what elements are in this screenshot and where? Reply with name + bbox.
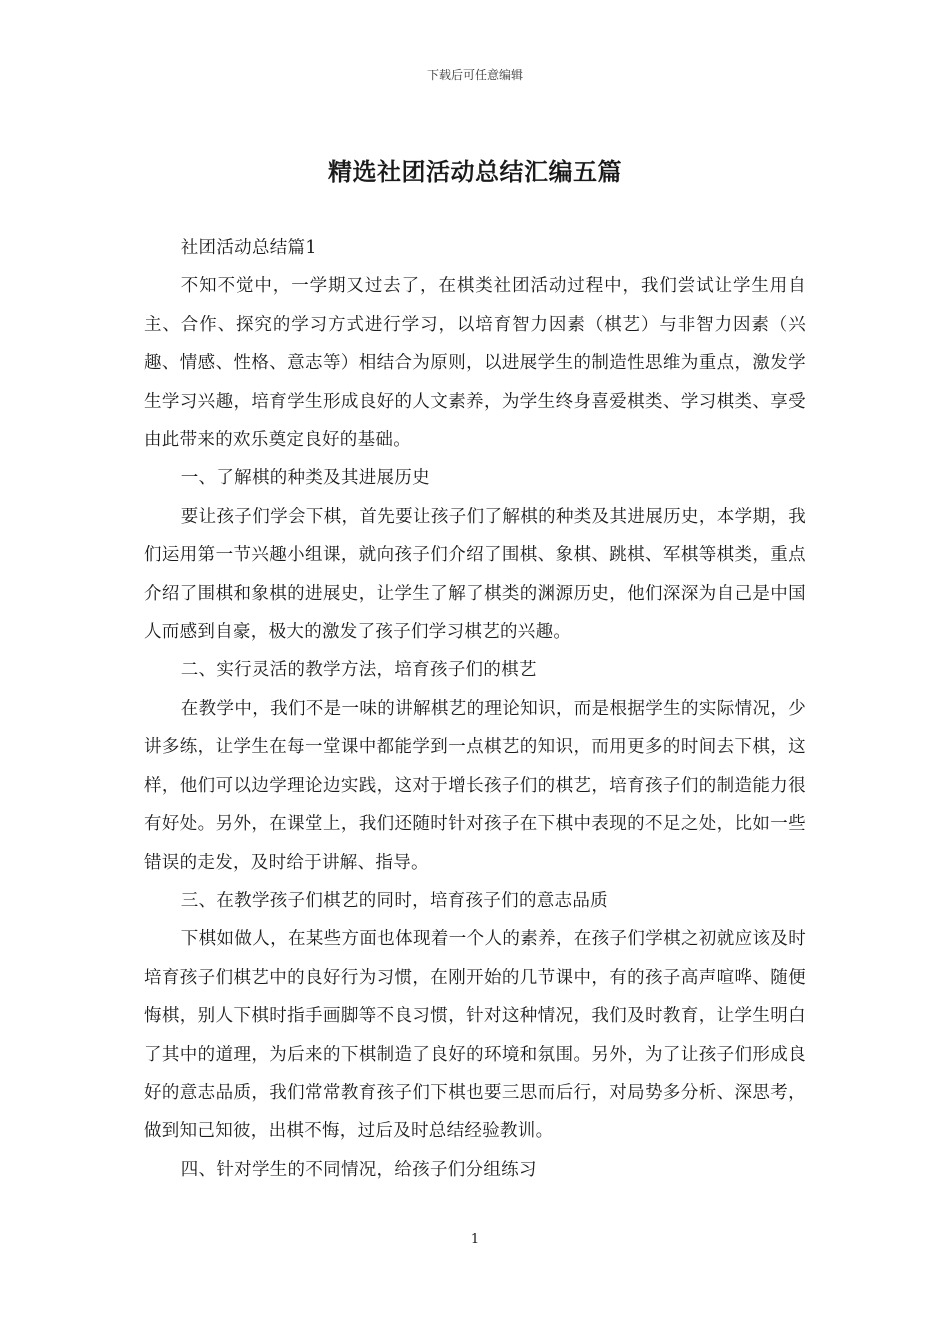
section-heading: 社团活动总结篇1: [180, 238, 317, 258]
header-note: 下载后可任意编辑: [426, 68, 523, 82]
subsection-heading: 四、针对学生的不同情况，给孩子们分组练习: [180, 1159, 537, 1180]
body-paragraph: 下棋如做人，在某些方面也体现着一个人的素养，在孩子们学棋之初就应该及时培育孩子们棋艺中的良好行为习惯，在刚开始的几节课中，有的孩子高声喧哗、随便悔棋，别人下棋时指手画脚等不良习惯，针对这种情况，我们及时教育，让学生明白了其中的道理，为后来的下棋制造了良好的环境和氛围。另外，为了让孩子们形成良好的意志品质，我们常常教育孩子们下棋也要三思而后行，对局势多分析、深思考，做到知己知彼，出棋不悔，过后及时总结经验教训。: [144, 929, 806, 1142]
body-paragraph: 不知不觉中，一学期又过去了，在棋类社团活动过程中，我们尝试让学生用自主、合作、探究的学习方式进行学习，以培育智力因素（棋艺）与非智力因素（兴趣、情感、性格、意志等）相结合为原则，以进展学生的制造性思维为重点，激发学生学习兴趣，培育学生形成良好的人文素养，为学生终身喜爱棋类、学习棋类、享受由此带来的欢乐奠定良好的基础。: [144, 276, 806, 451]
page-number: 1: [470, 1232, 480, 1247]
subsection-heading: 一、了解棋的种类及其进展历史: [180, 468, 430, 489]
body-paragraph: 在教学中，我们不是一味的讲解棋艺的理论知识，而是根据学生的实际情况，少讲多练，让学生在每一堂课中都能学到一点棋艺的知识，而用更多的时间去下棋，这样，他们可以边学理论边实践，这对于增长孩子们的棋艺，培育孩子们的制造能力很有好处。另外，在课堂上，我们还随时针对孩子在下棋中表现的不足之处，比如一些错误的走发，及时给于讲解、指导。: [144, 698, 806, 873]
subsection-heading: 二、实行灵活的教学方法，培育孩子们的棋艺: [180, 660, 537, 681]
body-paragraph: 要让孩子们学会下棋，首先要让孩子们了解棋的种类及其进展历史，本学期，我们运用第一节兴趣小组课，就向孩子们介绍了围棋、象棋、跳棋、军棋等棋类，重点介绍了围棋和象棋的进展史，让学生了解了棋类的渊源历史，他们深深为自己是中国人而感到自豪，极大的激发了孩子们学习棋艺的兴趣。: [144, 506, 806, 643]
document-title: 精选社团活动总结汇编五篇: [328, 157, 622, 186]
document-body: [144, 229, 806, 1189]
subsection-heading: 三、在教学孩子们棋艺的同时，培育孩子们的意志品质: [180, 890, 608, 911]
